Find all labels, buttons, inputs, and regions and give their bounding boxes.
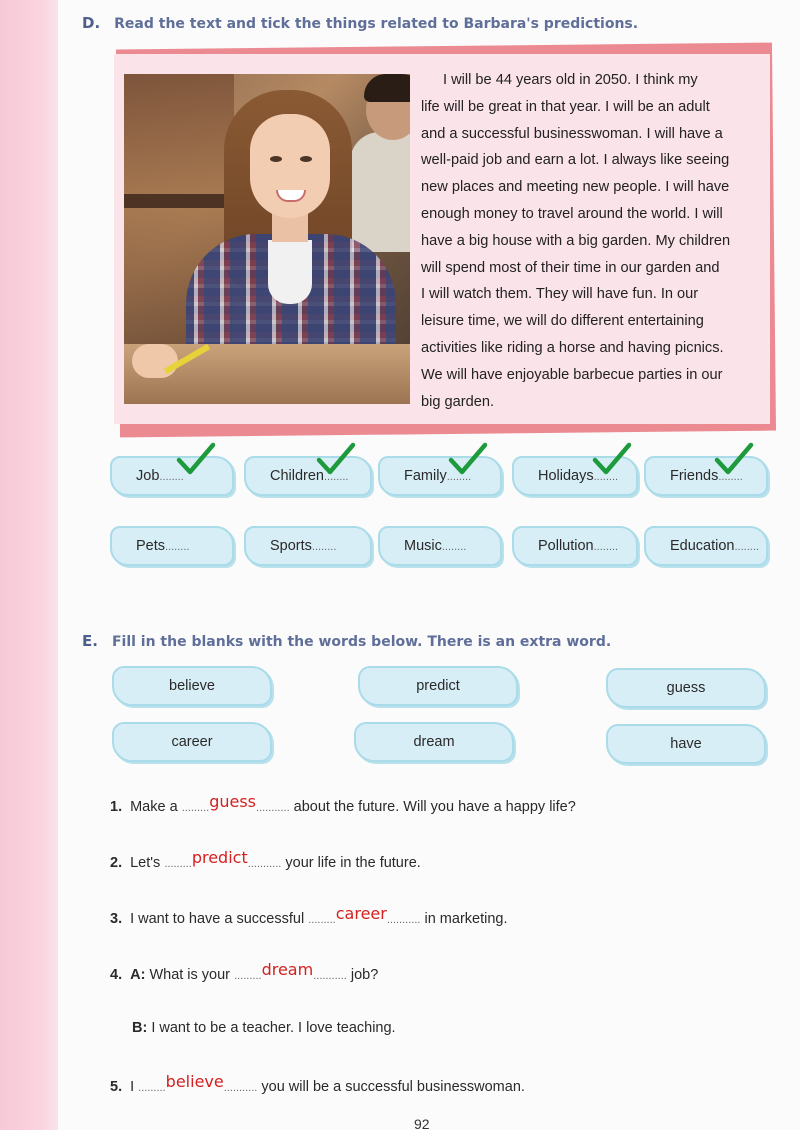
tick-item-label: Music ........ bbox=[404, 538, 466, 554]
checkmark-icon bbox=[176, 442, 216, 476]
question-number: 1. bbox=[110, 799, 123, 815]
reading-line: well-paid job and earn a lot. I always like seeing bbox=[421, 152, 730, 169]
question-text: I want to be a teacher. I love teaching. bbox=[151, 1020, 396, 1036]
reading-line: will spend most of their time in our garden and bbox=[421, 259, 720, 276]
word-guess[interactable]: guess bbox=[606, 668, 766, 708]
answer-blank[interactable] bbox=[164, 848, 282, 871]
question-6 bbox=[110, 1072, 525, 1095]
question-text-after: your life in the future. bbox=[285, 855, 421, 871]
blank-dots: ......... bbox=[164, 858, 192, 870]
reading-line: big garden. bbox=[421, 393, 495, 410]
reading-line: enough money to travel around the world. I will bbox=[421, 205, 723, 222]
answer-blank[interactable] bbox=[138, 1072, 258, 1095]
blank-dots: ........... bbox=[223, 1082, 258, 1094]
blank-dots: ......... bbox=[181, 802, 210, 814]
word-dream[interactable]: dream bbox=[354, 722, 514, 762]
blank-dots: ........... bbox=[386, 914, 421, 926]
word-predict[interactable]: predict bbox=[358, 666, 518, 706]
question-text-after: in marketing. bbox=[424, 911, 508, 927]
question-text-after: you will be a successful businesswoman. bbox=[261, 1079, 525, 1095]
side-strip bbox=[0, 0, 58, 1130]
reading-text bbox=[421, 67, 756, 415]
checkmark-icon bbox=[714, 442, 754, 476]
handwritten-answer: guess bbox=[209, 792, 257, 811]
reading-line: life will be great in that year. I will be an adult bbox=[421, 98, 710, 115]
reading-line: new places and meeting new people. I will have bbox=[421, 179, 730, 196]
blank-dots: ......... bbox=[138, 1082, 166, 1094]
handwritten-answer: predict bbox=[191, 848, 248, 867]
page-number: 92 bbox=[414, 1116, 430, 1130]
tick-item-label: Pets ........ bbox=[136, 538, 189, 554]
section-d-instruction: Read the text and tick the things related to Barbara's predictions. bbox=[114, 16, 639, 32]
blank-dots: ........... bbox=[313, 970, 347, 982]
reading-line: and a successful businesswoman. I will have a bbox=[421, 125, 723, 142]
tick-item-label: Family ........ bbox=[404, 468, 471, 484]
blank-dots: ......... bbox=[234, 970, 262, 982]
question-text-before: I want to have a successful bbox=[130, 911, 305, 927]
reading-line: have a big house with a big garden. My children bbox=[421, 232, 731, 249]
handwritten-answer: dream bbox=[261, 960, 314, 979]
question-3 bbox=[110, 904, 508, 927]
tick-item-label: Sports ........ bbox=[270, 538, 336, 554]
reading-line: We will have enjoyable barbecue parties in our bbox=[421, 366, 723, 383]
reading-line: I will watch them. They will have fun. In our bbox=[421, 286, 699, 303]
question-text-before: Make a bbox=[130, 799, 178, 815]
word-believe[interactable]: believe bbox=[112, 666, 272, 706]
answer-blank[interactable] bbox=[234, 960, 347, 983]
word-career[interactable]: career bbox=[112, 722, 272, 762]
tick-item-label: Holidays ........ bbox=[538, 468, 618, 484]
speaker-label: A: bbox=[130, 967, 146, 983]
answer-blank[interactable] bbox=[181, 792, 290, 815]
question-text-before: I bbox=[130, 1079, 135, 1095]
handwritten-answer: believe bbox=[165, 1072, 224, 1091]
reading-line: activities like riding a horse and having picnics. bbox=[421, 339, 724, 356]
section-e-letter: E. bbox=[82, 632, 98, 650]
question-text-after: about the future. Will you have a happy life? bbox=[293, 799, 576, 815]
reading-line: I will be 44 years old in 2050. I think my bbox=[443, 72, 698, 88]
checkmark-icon bbox=[592, 442, 632, 476]
tick-item-pets[interactable] bbox=[110, 526, 234, 566]
blank-dots: ........... bbox=[247, 858, 282, 870]
question-2 bbox=[110, 848, 421, 871]
tick-item-music[interactable] bbox=[378, 526, 502, 566]
blank-dots: ......... bbox=[308, 914, 336, 926]
question-number: 5. bbox=[110, 1079, 123, 1095]
student-photo bbox=[124, 74, 410, 404]
tick-item-label: Job ........ bbox=[136, 468, 184, 484]
tick-item-label: Children ........ bbox=[270, 468, 348, 484]
question-number: 3. bbox=[110, 911, 123, 927]
answer-blank[interactable] bbox=[308, 904, 421, 927]
section-d-letter: D. bbox=[82, 14, 101, 32]
question-number: 4. bbox=[110, 967, 123, 983]
tick-item-pollution[interactable] bbox=[512, 526, 638, 566]
word-have[interactable]: have bbox=[606, 724, 766, 764]
reading-line: leisure time, we will do different entertaining bbox=[421, 313, 704, 330]
tick-item-education[interactable] bbox=[644, 526, 768, 566]
question-text-before: What is your bbox=[149, 967, 231, 983]
question-5 bbox=[110, 1020, 396, 1036]
checkmark-icon bbox=[316, 442, 356, 476]
checkmark-icon bbox=[448, 442, 488, 476]
section-d-heading bbox=[82, 14, 638, 32]
tick-item-label: Education ........ bbox=[670, 538, 759, 554]
tick-item-label: Friends ........ bbox=[670, 468, 743, 484]
speaker-label: B: bbox=[132, 1020, 148, 1036]
question-text-before: Let's bbox=[130, 855, 161, 871]
tick-item-label: Pollution ........ bbox=[538, 538, 618, 554]
question-4 bbox=[110, 960, 379, 983]
handwritten-answer: career bbox=[335, 904, 387, 923]
question-text-after: job? bbox=[350, 967, 379, 983]
section-e-instruction: Fill in the blanks with the words below. There is an extra word. bbox=[111, 634, 612, 650]
section-e-heading bbox=[82, 632, 611, 650]
question-1 bbox=[110, 792, 576, 815]
tick-item-sports[interactable] bbox=[244, 526, 372, 566]
blank-dots: ........... bbox=[256, 802, 290, 814]
question-number: 2. bbox=[110, 855, 123, 871]
